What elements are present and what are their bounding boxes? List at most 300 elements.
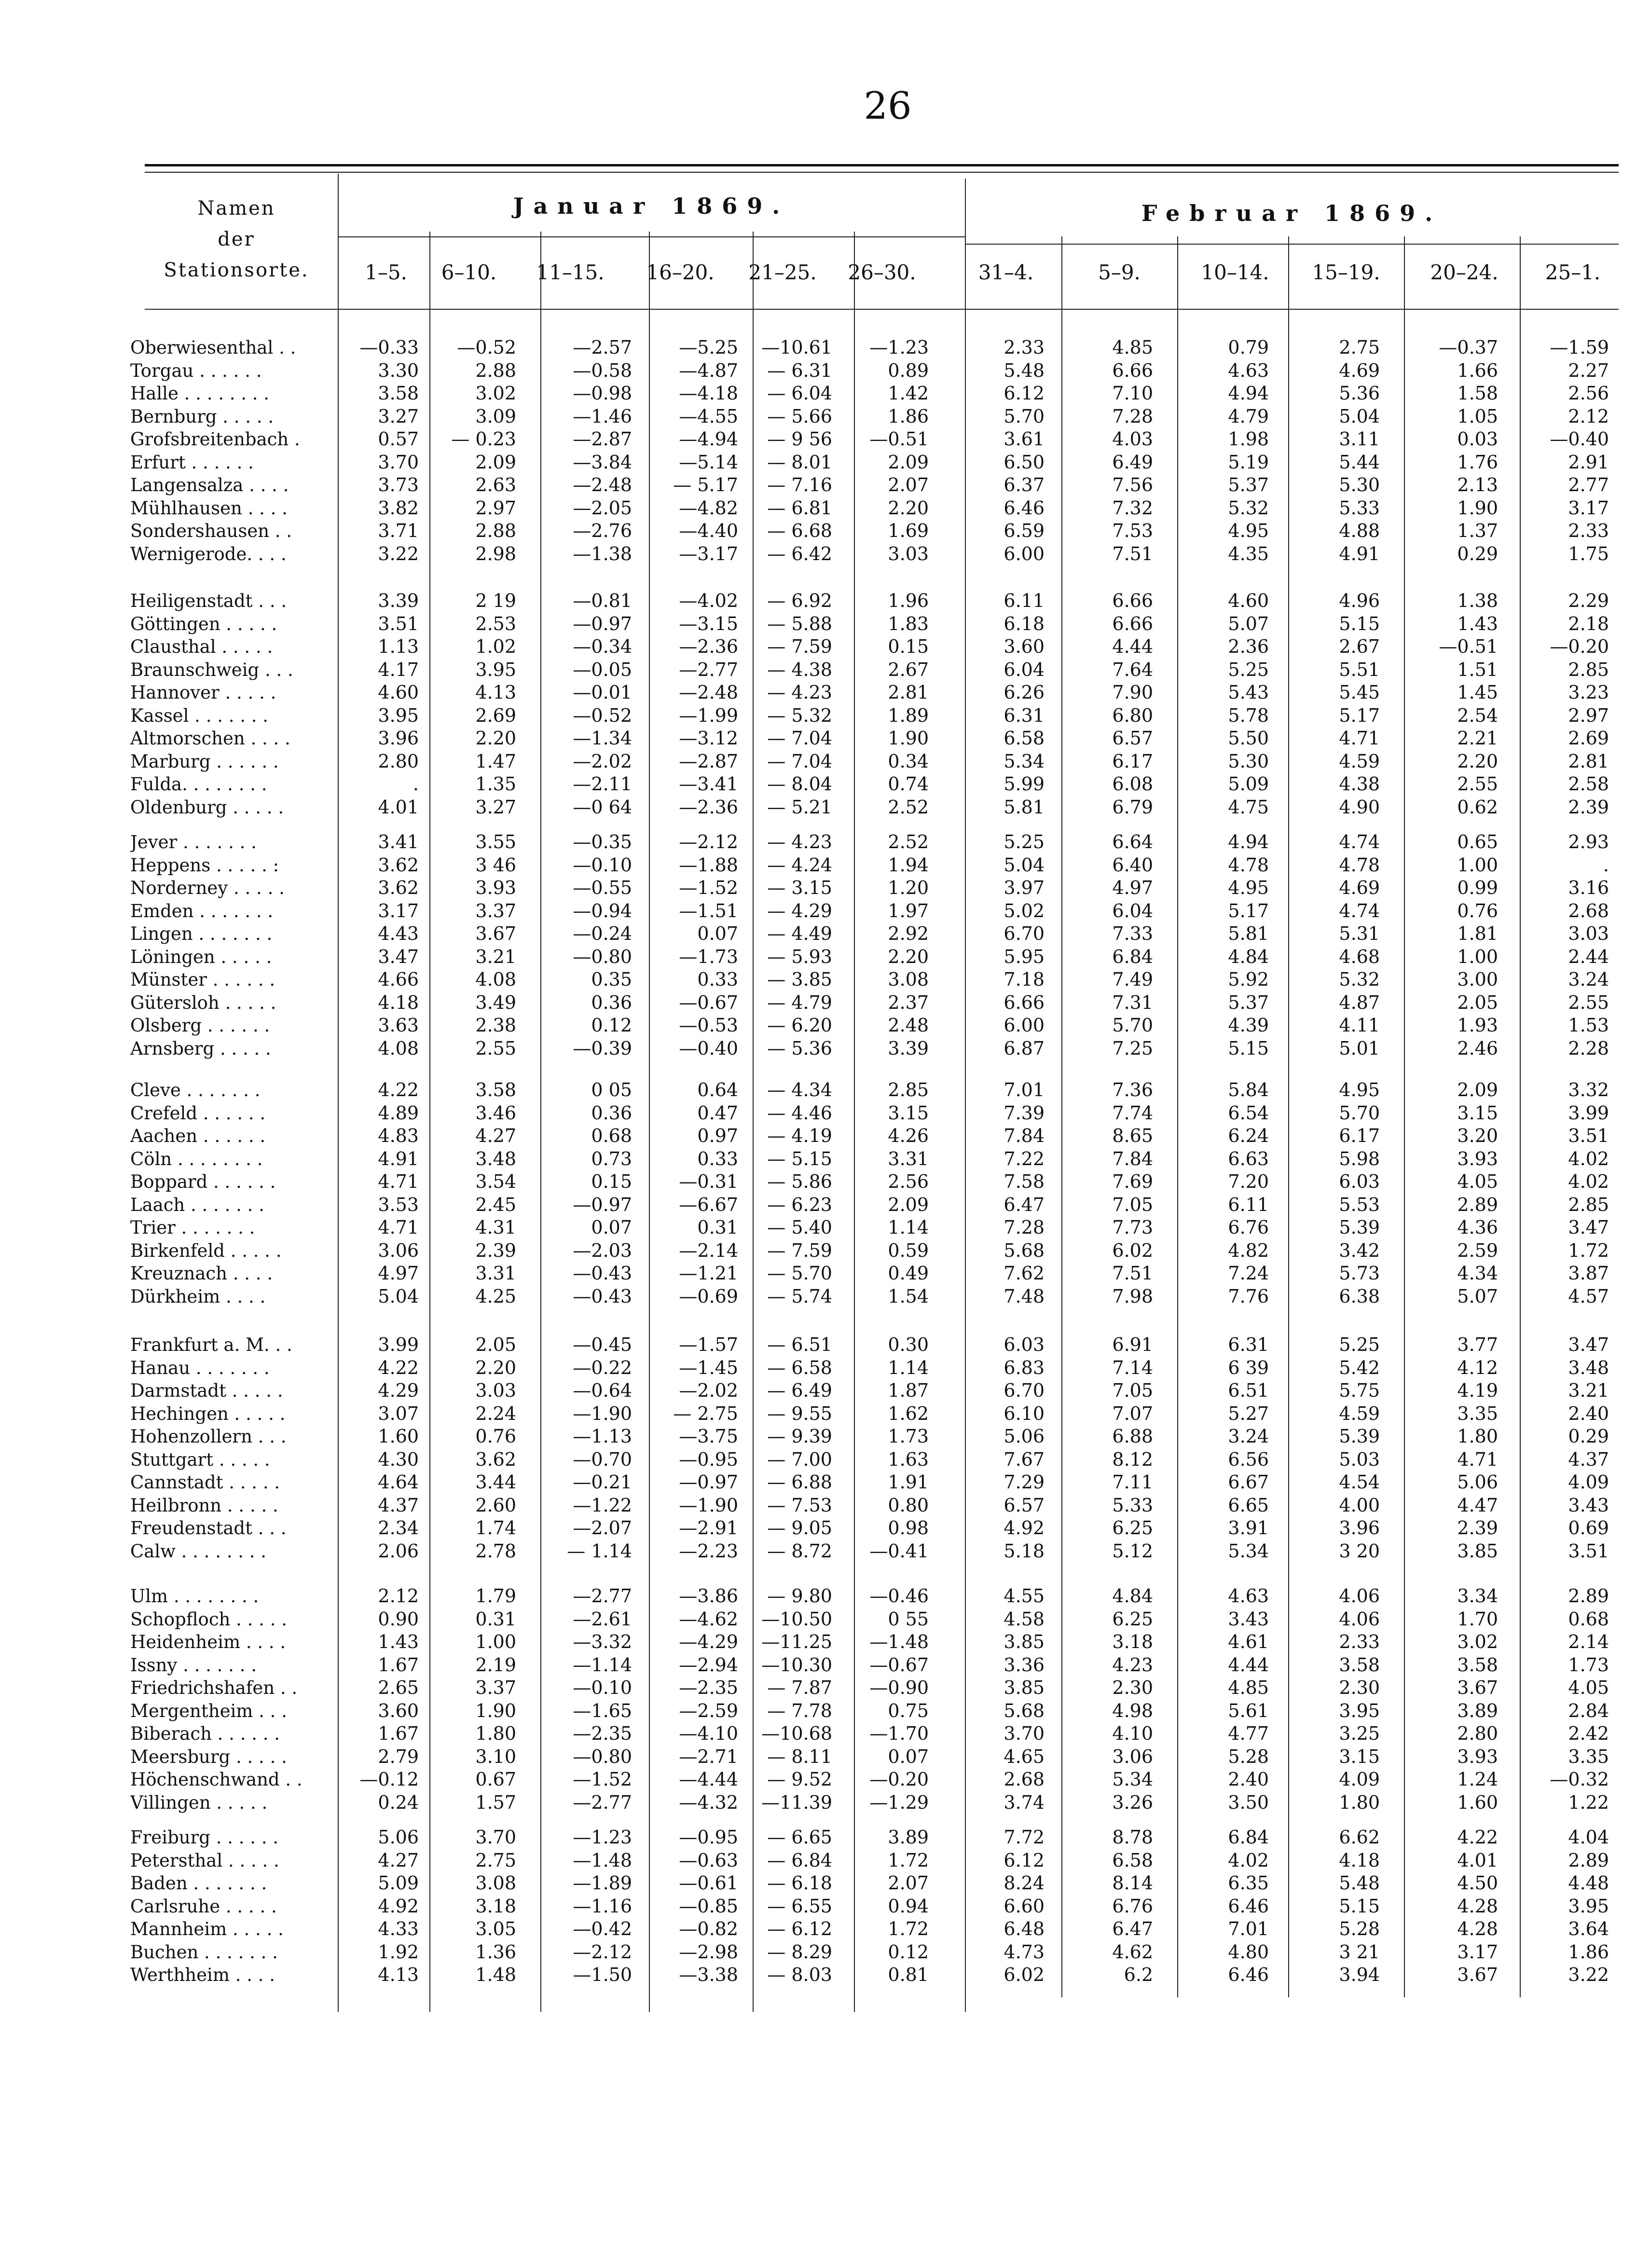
temperature-value: 1.92 <box>378 1941 419 1963</box>
temperature-value: 3.96 <box>378 728 419 749</box>
temperature-value: 5.12 <box>1112 1540 1153 1562</box>
temperature-value: — 9.39 <box>767 1426 832 1447</box>
temperature-value: — 6.12 <box>767 1918 832 1939</box>
temperature-value: 5.61 <box>1228 1700 1269 1721</box>
station-name: Braunschweig . . . <box>130 659 293 680</box>
temperature-value: 4.94 <box>1228 383 1269 404</box>
temperature-value: 0.64 <box>697 1079 738 1100</box>
station-name: Buchen . . . . . . . <box>130 1941 278 1963</box>
temperature-value: — 4.38 <box>767 659 832 680</box>
temperature-value: 6.58 <box>1004 728 1045 749</box>
temperature-value: 7.11 <box>1112 1471 1153 1493</box>
temperature-value: 3.43 <box>1228 1608 1269 1630</box>
temperature-value: —2.07 <box>573 1517 632 1539</box>
temperature-value: —3.15 <box>679 613 738 634</box>
header-divider <box>338 236 965 237</box>
temperature-value: —1.51 <box>679 900 738 921</box>
temperature-value: —2.87 <box>679 750 738 772</box>
station-name: Oldenburg . . . . . <box>130 797 284 818</box>
temperature-value: 6.91 <box>1112 1334 1153 1355</box>
column-header: 15–19. <box>1312 261 1380 284</box>
temperature-value: —2.12 <box>679 831 738 852</box>
temperature-value: 3.31 <box>475 1263 516 1284</box>
temperature-value: 3.08 <box>888 969 929 990</box>
temperature-value: 4.36 <box>1457 1217 1498 1238</box>
temperature-value: 4.91 <box>378 1148 419 1169</box>
station-name: Münster . . . . . . <box>130 969 275 990</box>
temperature-value: —0.58 <box>573 359 632 381</box>
temperature-value: 7.28 <box>1004 1217 1045 1238</box>
temperature-value: 0.89 <box>888 359 929 381</box>
temperature-value: 2.55 <box>1457 773 1498 795</box>
station-name: Cöln . . . . . . . . <box>130 1148 263 1169</box>
temperature-value: —0.45 <box>573 1334 632 1355</box>
temperature-value: 2.81 <box>888 682 929 703</box>
temperature-value: 4.88 <box>1339 520 1380 541</box>
temperature-value: 7.48 <box>1004 1285 1045 1307</box>
temperature-value: 4.27 <box>378 1849 419 1871</box>
temperature-value: 3.27 <box>475 796 516 818</box>
temperature-value: —0.51 <box>1439 636 1498 657</box>
temperature-value: — 5.70 <box>767 1263 832 1284</box>
temperature-value: 3.18 <box>1112 1631 1153 1652</box>
temperature-value: 7.29 <box>1004 1471 1045 1493</box>
temperature-value: —4.10 <box>679 1723 738 1744</box>
temperature-value: 4.71 <box>1339 728 1380 749</box>
temperature-value: —0.94 <box>573 900 632 921</box>
temperature-value: 2.42 <box>1568 1723 1609 1744</box>
temperature-value: 7.36 <box>1112 1079 1153 1100</box>
temperature-value: 3 46 <box>475 854 516 876</box>
temperature-value: 0.57 <box>378 428 419 450</box>
temperature-value: 2.09 <box>888 1194 929 1215</box>
temperature-value: 7.90 <box>1112 682 1153 703</box>
stations-header-line-1: Namen <box>197 197 275 220</box>
temperature-value: 4.60 <box>378 682 419 703</box>
temperature-value: 4.23 <box>1112 1654 1153 1676</box>
temperature-value: — 5.93 <box>767 946 832 967</box>
temperature-value: — 6.23 <box>767 1194 832 1215</box>
temperature-value: — 6.68 <box>767 520 832 541</box>
temperature-value: 2.34 <box>378 1517 419 1539</box>
temperature-value: —2.77 <box>679 659 738 680</box>
temperature-value: 0.36 <box>591 1102 632 1124</box>
temperature-value: 1.93 <box>1457 1015 1498 1036</box>
temperature-value: 3.11 <box>1339 428 1380 450</box>
temperature-value: 2.92 <box>888 923 929 944</box>
temperature-value: 2.37 <box>888 991 929 1013</box>
temperature-value: 6.04 <box>1112 900 1153 921</box>
temperature-value: 7.58 <box>1004 1171 1045 1192</box>
station-name: Fulda. . . . . . . . <box>130 774 267 795</box>
temperature-value: 3.62 <box>378 877 419 898</box>
temperature-value: 1.67 <box>378 1654 419 1676</box>
temperature-value: 3.62 <box>475 1448 516 1470</box>
temperature-value: —2.77 <box>573 1585 632 1607</box>
temperature-value: 4.13 <box>378 1964 419 1985</box>
temperature-value: 8.65 <box>1112 1125 1153 1146</box>
temperature-value: 5.51 <box>1339 659 1380 680</box>
temperature-value: 1.90 <box>888 728 929 749</box>
temperature-value: 3.85 <box>1457 1540 1498 1562</box>
temperature-value: — 4.23 <box>767 682 832 703</box>
temperature-value: 4.82 <box>1228 1239 1269 1261</box>
temperature-value: 0.98 <box>888 1517 929 1539</box>
temperature-value: 7.84 <box>1112 1148 1153 1169</box>
temperature-value: 5.30 <box>1228 750 1269 772</box>
temperature-value: 8.78 <box>1112 1827 1153 1848</box>
temperature-value: —0.95 <box>679 1448 738 1470</box>
station-name: Hanau . . . . . . . <box>130 1357 270 1378</box>
temperature-value: 3.25 <box>1339 1723 1380 1744</box>
temperature-value: 1.72 <box>888 1918 929 1939</box>
temperature-value: — 5.88 <box>767 613 832 634</box>
temperature-value: 3.36 <box>1004 1654 1045 1676</box>
temperature-value: —10.61 <box>761 337 832 358</box>
station-name: Norderney . . . . . <box>130 878 285 898</box>
temperature-value: —1.65 <box>573 1700 632 1721</box>
temperature-value: 4.78 <box>1228 854 1269 876</box>
temperature-value: 4.64 <box>378 1471 419 1493</box>
temperature-value: 3.99 <box>1568 1102 1609 1124</box>
temperature-value: 2.30 <box>1339 1677 1380 1698</box>
temperature-value: 3.10 <box>475 1746 516 1767</box>
temperature-value: 5.34 <box>1004 750 1045 772</box>
temperature-value: —2.77 <box>573 1791 632 1813</box>
temperature-value: 3.46 <box>475 1102 516 1124</box>
temperature-value: 5.07 <box>1228 613 1269 634</box>
station-name: Villingen . . . . . <box>130 1792 268 1813</box>
station-name: Emden . . . . . . . <box>130 900 274 921</box>
temperature-value: —2.94 <box>679 1654 738 1676</box>
temperature-value: — 7.00 <box>767 1448 832 1470</box>
column-header: 21–25. <box>748 261 817 284</box>
temperature-value: 0.90 <box>378 1608 419 1630</box>
temperature-value: —4.32 <box>679 1791 738 1813</box>
temperature-value: —4.55 <box>679 405 738 427</box>
temperature-value: 3.67 <box>1457 1677 1498 1698</box>
temperature-value: 2.28 <box>1568 1037 1609 1059</box>
temperature-value: 2.05 <box>1457 991 1498 1013</box>
temperature-value: 5.07 <box>1457 1285 1498 1307</box>
temperature-value: 3.37 <box>475 1677 516 1698</box>
station-name: Birkenfeld . . . . . <box>130 1240 282 1261</box>
temperature-value: —0.35 <box>573 831 632 852</box>
temperature-value: 4.01 <box>1457 1849 1498 1871</box>
temperature-value: 2.19 <box>475 1654 516 1676</box>
station-name: Friedrichshafen . . <box>130 1677 298 1698</box>
temperature-value: 5.25 <box>1339 1334 1380 1355</box>
temperature-value: 2.97 <box>475 497 516 519</box>
temperature-value: 5.28 <box>1339 1918 1380 1939</box>
temperature-value: 3.49 <box>475 991 516 1013</box>
temperature-value: 3.63 <box>378 1015 419 1036</box>
temperature-value: 0.47 <box>697 1102 738 1124</box>
temperature-value: 4.03 <box>1112 428 1153 450</box>
temperature-value: 6.56 <box>1228 1448 1269 1470</box>
temperature-value: 5.15 <box>1339 1895 1380 1917</box>
temperature-value: — 4.29 <box>767 900 832 921</box>
temperature-value: 3.42 <box>1339 1239 1380 1261</box>
temperature-value: 4.35 <box>1228 543 1269 564</box>
temperature-value: — 8.03 <box>767 1964 832 1985</box>
temperature-value: 1.14 <box>888 1357 929 1378</box>
temperature-value: 6.35 <box>1228 1872 1269 1894</box>
temperature-value: 4.39 <box>1228 1015 1269 1036</box>
temperature-value: 1.20 <box>888 877 929 898</box>
temperature-value: 2.46 <box>1457 1037 1498 1059</box>
temperature-value: —0.85 <box>679 1895 738 1917</box>
temperature-value: 5.39 <box>1339 1217 1380 1238</box>
temperature-value: 3.51 <box>1568 1125 1609 1146</box>
temperature-value: 7.32 <box>1112 497 1153 519</box>
temperature-value: —1.16 <box>573 1895 632 1917</box>
temperature-value: 3.08 <box>475 1872 516 1894</box>
station-name: Petersthal . . . . . <box>130 1850 279 1871</box>
temperature-value: 1.90 <box>1457 497 1498 519</box>
temperature-value: 3.87 <box>1568 1263 1609 1284</box>
temperature-value: —0.53 <box>679 1015 738 1036</box>
temperature-value: 4.91 <box>1339 543 1380 564</box>
station-name: Halle . . . . . . . . <box>130 383 270 404</box>
temperature-value: 2.59 <box>1457 1239 1498 1261</box>
temperature-value: 2.80 <box>378 750 419 772</box>
temperature-value: 0 55 <box>888 1608 929 1630</box>
temperature-value: 6.03 <box>1004 1334 1045 1355</box>
temperature-value: 6.47 <box>1004 1194 1045 1215</box>
temperature-value: 0.67 <box>475 1769 516 1790</box>
temperature-value: 5.34 <box>1228 1540 1269 1562</box>
temperature-value: 2.14 <box>1568 1631 1609 1652</box>
temperature-value: 3.15 <box>888 1102 929 1124</box>
temperature-value: 2.21 <box>1457 728 1498 749</box>
temperature-value: 2.09 <box>475 451 516 473</box>
temperature-value: 4.55 <box>1004 1585 1045 1607</box>
temperature-value: 5.36 <box>1339 383 1380 404</box>
temperature-value: 7.84 <box>1004 1125 1045 1146</box>
temperature-value: 3.61 <box>1004 428 1045 450</box>
temperature-value: 7.28 <box>1112 405 1153 427</box>
temperature-value: 2.52 <box>888 831 929 852</box>
temperature-value: 6.2 <box>1124 1964 1153 1985</box>
temperature-value: 3.24 <box>1568 969 1609 990</box>
temperature-value: — 9.55 <box>767 1402 832 1424</box>
station-name: Stuttgart . . . . . <box>130 1449 270 1470</box>
temperature-value: 6.88 <box>1112 1426 1153 1447</box>
temperature-value: —0.21 <box>573 1471 632 1493</box>
temperature-value: 1.54 <box>888 1285 929 1307</box>
temperature-value: 6.66 <box>1004 991 1045 1013</box>
temperature-value: 4.19 <box>1457 1380 1498 1401</box>
temperature-value: —0.05 <box>573 659 632 680</box>
temperature-value: —2.91 <box>679 1517 738 1539</box>
temperature-value: — 6.20 <box>767 1015 832 1036</box>
temperature-value: — 7.53 <box>767 1494 832 1516</box>
temperature-value: 4.08 <box>475 969 516 990</box>
temperature-value: 7.51 <box>1112 1263 1153 1284</box>
stations-header-line-2: der <box>218 228 255 250</box>
header-divider <box>965 244 1619 245</box>
temperature-value: 2.33 <box>1568 520 1609 541</box>
temperature-value: — 4.23 <box>767 831 832 852</box>
temperature-value: 4.80 <box>1228 1941 1269 1963</box>
temperature-value: 3.99 <box>378 1334 419 1355</box>
temperature-value: 4.37 <box>1568 1448 1609 1470</box>
temperature-value: —0.82 <box>679 1918 738 1939</box>
temperature-value: 6.76 <box>1112 1895 1153 1917</box>
temperature-value: 1.94 <box>888 854 929 876</box>
temperature-value: 5.15 <box>1339 613 1380 634</box>
temperature-value: —1.21 <box>679 1263 738 1284</box>
station-name: Arnsberg . . . . . <box>130 1038 271 1059</box>
temperature-value: 0.15 <box>888 636 929 657</box>
temperature-value: —10.30 <box>761 1654 832 1676</box>
temperature-value: 4.04 <box>1568 1827 1609 1848</box>
temperature-value: 3.50 <box>1228 1791 1269 1813</box>
temperature-value: —11.39 <box>761 1791 832 1813</box>
temperature-value: 0.07 <box>888 1746 929 1767</box>
temperature-value: —0.61 <box>679 1872 738 1894</box>
temperature-value: 1.75 <box>1568 543 1609 564</box>
temperature-value: 6.02 <box>1112 1239 1153 1261</box>
temperature-value: 5.03 <box>1339 1448 1380 1470</box>
temperature-value: 4.94 <box>1228 831 1269 852</box>
temperature-value: 3.07 <box>378 1402 419 1424</box>
temperature-value: —1.13 <box>573 1426 632 1447</box>
temperature-value: 1.67 <box>378 1723 419 1744</box>
temperature-value: —0.95 <box>679 1827 738 1848</box>
temperature-value: 0.65 <box>1457 831 1498 852</box>
station-name: Olsberg . . . . . . <box>130 1015 270 1036</box>
temperature-value: 2.05 <box>475 1334 516 1355</box>
temperature-value: 6.02 <box>1004 1964 1045 1985</box>
temperature-value: 4.60 <box>1228 590 1269 611</box>
temperature-value: —0.42 <box>573 1918 632 1939</box>
temperature-value: 4.44 <box>1112 636 1153 657</box>
temperature-value: —1.90 <box>573 1402 632 1424</box>
temperature-value: 2.84 <box>1568 1700 1609 1721</box>
temperature-value: 0.74 <box>888 773 929 795</box>
temperature-value: 3.93 <box>1457 1148 1498 1169</box>
temperature-value: 2.63 <box>475 474 516 495</box>
temperature-value: 0.62 <box>1457 796 1498 818</box>
temperature-value: 3.17 <box>1568 497 1609 519</box>
temperature-value: 4.97 <box>1112 877 1153 898</box>
temperature-value: —11.25 <box>761 1631 832 1652</box>
station-name: Kassel . . . . . . . <box>130 705 269 726</box>
temperature-value: 2.65 <box>378 1677 419 1698</box>
temperature-value: —3.32 <box>573 1631 632 1652</box>
temperature-value: —0.64 <box>573 1380 632 1401</box>
temperature-value: 6.67 <box>1228 1471 1269 1493</box>
temperature-value: —2.48 <box>573 474 632 495</box>
temperature-value: 1.00 <box>1457 854 1498 876</box>
temperature-value: 5.34 <box>1112 1769 1153 1790</box>
column-header: 26–30. <box>848 261 916 284</box>
temperature-value: 4.58 <box>1004 1608 1045 1630</box>
temperature-value: 2.53 <box>475 613 516 634</box>
temperature-value: 4.06 <box>1339 1585 1380 1607</box>
temperature-value: 1.60 <box>378 1426 419 1447</box>
temperature-value: 5.04 <box>1004 854 1045 876</box>
temperature-value: —0.67 <box>869 1654 929 1676</box>
temperature-value: 3.97 <box>1004 877 1045 898</box>
temperature-value: —0.55 <box>573 877 632 898</box>
temperature-value: 3.54 <box>475 1171 516 1192</box>
temperature-value: 5.31 <box>1339 923 1380 944</box>
temperature-value: 3.26 <box>1112 1791 1153 1813</box>
temperature-value: 5.53 <box>1339 1194 1380 1215</box>
station-name: Issny . . . . . . . <box>130 1654 257 1676</box>
temperature-value: — 8.01 <box>767 451 832 473</box>
temperature-value: 7.10 <box>1112 383 1153 404</box>
temperature-value: —1.50 <box>573 1964 632 1985</box>
header-divider <box>145 309 1619 310</box>
temperature-value: —4.94 <box>679 428 738 450</box>
temperature-value: 2.48 <box>888 1015 929 1036</box>
station-name: Wernigerode. . . . <box>130 543 287 564</box>
temperature-value: 6.84 <box>1228 1827 1269 1848</box>
temperature-value: —6.67 <box>679 1194 738 1215</box>
temperature-value: 6.66 <box>1112 359 1153 381</box>
temperature-value: 1.36 <box>475 1941 516 1963</box>
temperature-value: —4.02 <box>679 590 738 611</box>
temperature-value: 1.80 <box>1457 1426 1498 1447</box>
temperature-value: 0.24 <box>378 1791 419 1813</box>
temperature-value: 4.84 <box>1228 946 1269 967</box>
temperature-value: 3.23 <box>1568 682 1609 703</box>
temperature-value: —1.48 <box>869 1631 929 1652</box>
temperature-value: 2.20 <box>475 728 516 749</box>
temperature-value: 7.49 <box>1112 969 1153 990</box>
temperature-value: 2.39 <box>1457 1517 1498 1539</box>
temperature-value: 2.88 <box>475 520 516 541</box>
temperature-value: 4.02 <box>1568 1148 1609 1169</box>
temperature-value: 1.86 <box>888 405 929 427</box>
temperature-value: 2.30 <box>1112 1677 1153 1698</box>
temperature-value: 8.14 <box>1112 1872 1153 1894</box>
temperature-value: 6 39 <box>1228 1357 1269 1378</box>
temperature-value: 3.03 <box>888 543 929 564</box>
temperature-value: 5.44 <box>1339 451 1380 473</box>
temperature-value: 1.83 <box>888 613 929 634</box>
temperature-value: 2.77 <box>1568 474 1609 495</box>
temperature-value: 2.29 <box>1568 590 1609 611</box>
temperature-value: 4.00 <box>1339 1494 1380 1516</box>
temperature-value: 3.00 <box>1457 969 1498 990</box>
temperature-value: — 3.15 <box>767 877 832 898</box>
temperature-value: — 7.04 <box>767 728 832 749</box>
temperature-value: 1.73 <box>888 1426 929 1447</box>
temperature-value: 2.20 <box>1457 750 1498 772</box>
temperature-value: 1.00 <box>475 1631 516 1652</box>
temperature-value: — 5.17 <box>673 474 738 495</box>
station-name: Jever . . . . . . . <box>130 832 257 852</box>
temperature-value: 3.34 <box>1457 1585 1498 1607</box>
temperature-value: 2.12 <box>1568 405 1609 427</box>
station-name: Trier . . . . . . . <box>130 1217 255 1238</box>
temperature-value: 2.24 <box>475 1402 516 1424</box>
temperature-value: 2.07 <box>888 474 929 495</box>
temperature-value: 0.36 <box>591 991 632 1013</box>
temperature-value: —2.02 <box>679 1380 738 1401</box>
station-name: Heppens . . . . . : <box>130 854 279 876</box>
temperature-value: 1.14 <box>888 1217 929 1238</box>
temperature-value: 4.68 <box>1339 946 1380 967</box>
temperature-value: 5.48 <box>1004 359 1045 381</box>
temperature-value: —1.45 <box>679 1357 738 1378</box>
temperature-value: 1.43 <box>378 1631 419 1652</box>
